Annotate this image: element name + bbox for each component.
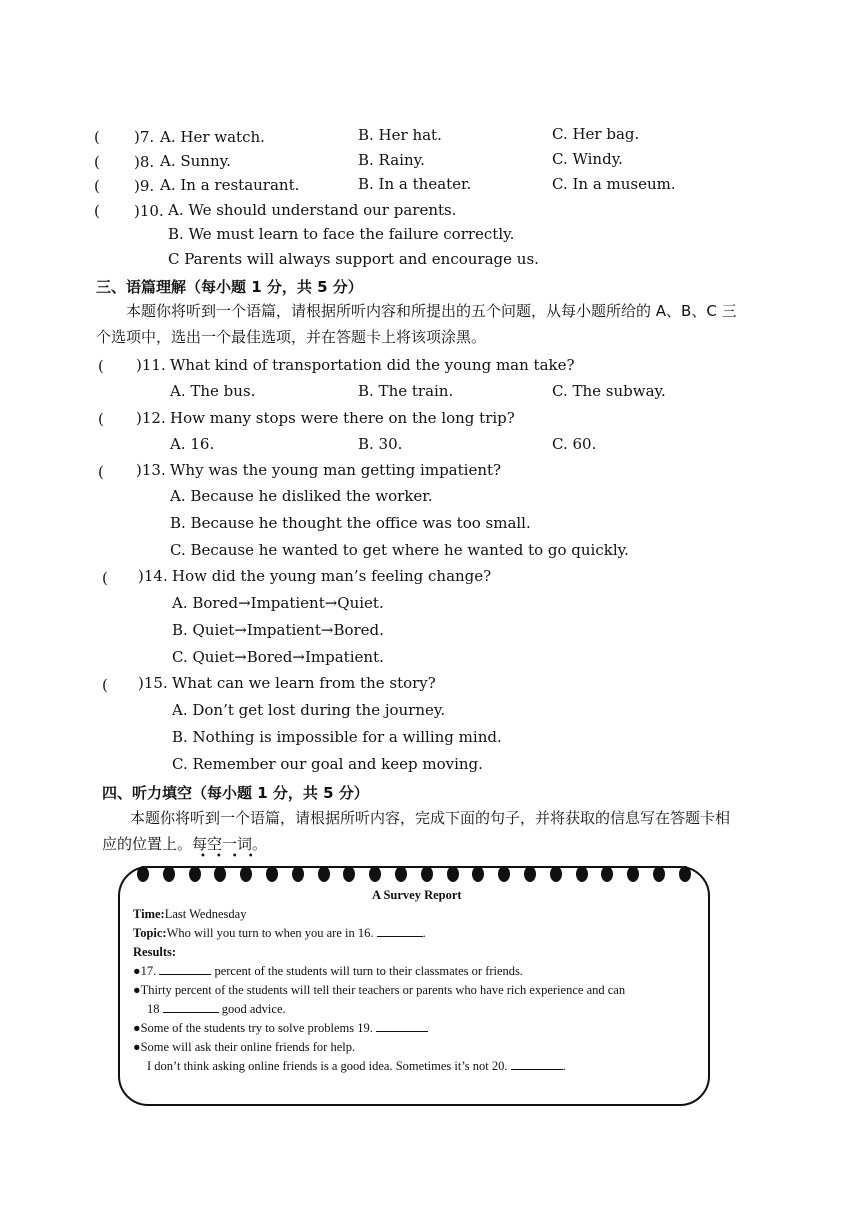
option-a: A. 16. <box>170 435 215 453</box>
option-b: B. Quiet→Impatient→Bored. <box>172 621 384 639</box>
question-text: Why was the young man getting impatient? <box>170 461 502 479</box>
time-label: Time: <box>133 907 165 921</box>
question-number: )12. <box>136 409 166 427</box>
option-c: C. Her bag. <box>552 125 640 143</box>
answer-paren: ( <box>98 410 104 428</box>
card-topic-row: Topic:Who will you turn to when you are in 16. . <box>133 926 426 940</box>
topic-value: Who will you turn to when you are in 16. <box>166 926 374 940</box>
option-a: A. Her watch. <box>160 128 265 146</box>
option-c: C Parents will always support and encourage us. <box>168 250 539 268</box>
question-text: What can we learn from the story? <box>172 674 436 692</box>
question-number: )9. <box>134 177 155 195</box>
binding-ring-icon <box>292 866 304 882</box>
option-b: B. Because he thought the office was too small. <box>170 514 531 532</box>
card-title: A Survey Report <box>372 888 462 902</box>
answer-paren: ( <box>94 128 100 146</box>
answer-blank-17[interactable] <box>159 964 211 975</box>
result-text: Some of the students try to solve problems 19. <box>140 1021 373 1035</box>
section-4-instructions-line2: 应的位置上。每空一词。 <box>102 835 268 853</box>
result-19 <box>133 1021 428 1036</box>
result-17 <box>133 964 523 979</box>
option-b: B. The train. <box>358 382 454 400</box>
time-value: Last Wednesday <box>164 907 247 921</box>
result-text: Thirty percent of the students will tell their teachers or parents who have rich experience and can <box>140 983 626 997</box>
question-number: )8. <box>134 153 155 171</box>
result-text: I don’t think asking online friends is a good idea. Sometimes it’s not 20. <box>147 1059 508 1073</box>
question-number: )15. <box>138 674 168 692</box>
option-c: C. Remember our goal and keep moving. <box>172 755 483 773</box>
answer-blank-19[interactable] <box>376 1021 428 1032</box>
answer-blank-18[interactable] <box>163 1002 219 1013</box>
option-c: C. In a museum. <box>552 175 676 193</box>
result-18 <box>133 983 625 998</box>
result-text: Some will ask their online friends for help. <box>140 1040 356 1054</box>
binding-ring-icon <box>318 866 330 882</box>
question-text: How did the young man’s feeling change? <box>172 567 492 585</box>
question-number: )11. <box>136 356 166 374</box>
section-3-heading: 三、语篇理解（每小题 1 分，共 5 分） <box>96 278 363 296</box>
option-a: A. We should understand our parents. <box>168 201 457 219</box>
option-b: B. Rainy. <box>358 151 425 169</box>
result-text: good advice. <box>221 1002 286 1016</box>
answer-paren: ( <box>98 463 104 481</box>
section-4-instructions-line1: 本题你将听到一个语篇，请根据所听内容，完成下面的句子，并将获取的信息写在答题卡相 <box>130 809 731 827</box>
result-20-line: I don’t think asking online friends is a good idea. Sometimes it’s not 20. . <box>147 1059 566 1073</box>
option-a: A. Sunny. <box>160 152 231 170</box>
option-c: C. Because he wanted to get where he wanted to go quickly. <box>170 541 629 559</box>
option-c: C. Windy. <box>552 150 623 168</box>
option-a: A. In a restaurant. <box>160 176 300 194</box>
binding-ring-icon <box>679 866 691 882</box>
binding-ring-icon <box>524 866 536 882</box>
bullet-icon: ● <box>133 1021 141 1035</box>
results-label: Results: <box>133 945 177 959</box>
blank-number: 17. <box>140 964 157 978</box>
bullet-icon: ● <box>133 964 141 978</box>
question-number: )10. <box>134 202 164 220</box>
topic-label: Topic: <box>133 926 167 940</box>
section-4-heading: 四、听力填空（每小题 1 分，共 5 分） <box>102 784 369 802</box>
binding-ring-icon <box>421 866 433 882</box>
binding-ring-icon <box>447 866 459 882</box>
answer-blank-16[interactable] <box>377 926 423 937</box>
option-b: B. We must learn to face the failure correctly. <box>168 225 515 243</box>
option-b: B. In a theater. <box>358 175 472 193</box>
answer-paren: ( <box>94 202 100 220</box>
option-b: B. 30. <box>358 435 403 453</box>
emphasis-dots: •••• <box>200 851 264 862</box>
blank-number: 18 <box>147 1002 160 1016</box>
answer-paren: ( <box>98 357 104 375</box>
option-a: A. The bus. <box>170 382 256 400</box>
question-text: What kind of transportation did the young man take? <box>170 356 575 374</box>
answer-paren: ( <box>94 177 100 195</box>
question-number: )14. <box>138 567 168 585</box>
binding-ring-icon <box>137 866 149 882</box>
bullet-icon: ● <box>133 1040 141 1054</box>
card-time-row <box>133 907 246 922</box>
binding-ring-icon <box>163 866 175 882</box>
answer-paren: ( <box>102 569 108 587</box>
section-3-instructions-line1: 本题你将听到一个语篇，请根据所听内容和所提出的五个问题，从每小题所给的 A、B、C 三 <box>126 302 737 320</box>
binding-ring-icon <box>653 866 665 882</box>
option-b: B. Her hat. <box>358 126 442 144</box>
option-b: B. Nothing is impossible for a willing mind. <box>172 728 502 746</box>
binding-ring-icon <box>550 866 562 882</box>
option-a: A. Bored→Impatient→Quiet. <box>172 594 384 612</box>
option-a: A. Because he disliked the worker. <box>170 487 433 505</box>
bullet-icon: ● <box>133 983 141 997</box>
binding-ring-icon <box>189 866 201 882</box>
answer-paren: ( <box>102 676 108 694</box>
result-18-cont <box>147 1002 286 1017</box>
question-number: )13. <box>136 461 166 479</box>
option-c: C. Quiet→Bored→Impatient. <box>172 648 384 666</box>
binding-ring-icon <box>266 866 278 882</box>
option-c: C. The subway. <box>552 382 666 400</box>
option-a: A. Don’t get lost during the journey. <box>172 701 446 719</box>
question-number: )7. <box>134 128 155 146</box>
result-20 <box>133 1040 355 1055</box>
question-text: How many stops were there on the long trip? <box>170 409 515 427</box>
answer-paren: ( <box>94 153 100 171</box>
option-c: C. 60. <box>552 435 597 453</box>
answer-blank-20[interactable] <box>511 1059 563 1070</box>
binding-ring-icon <box>576 866 588 882</box>
binding-ring-icon <box>395 866 407 882</box>
result-text: percent of the students will turn to their classmates or friends. <box>214 964 524 978</box>
section-3-instructions-line2: 个选项中，选出一个最佳选项，并在答题卡上将该项涂黑。 <box>96 328 487 346</box>
